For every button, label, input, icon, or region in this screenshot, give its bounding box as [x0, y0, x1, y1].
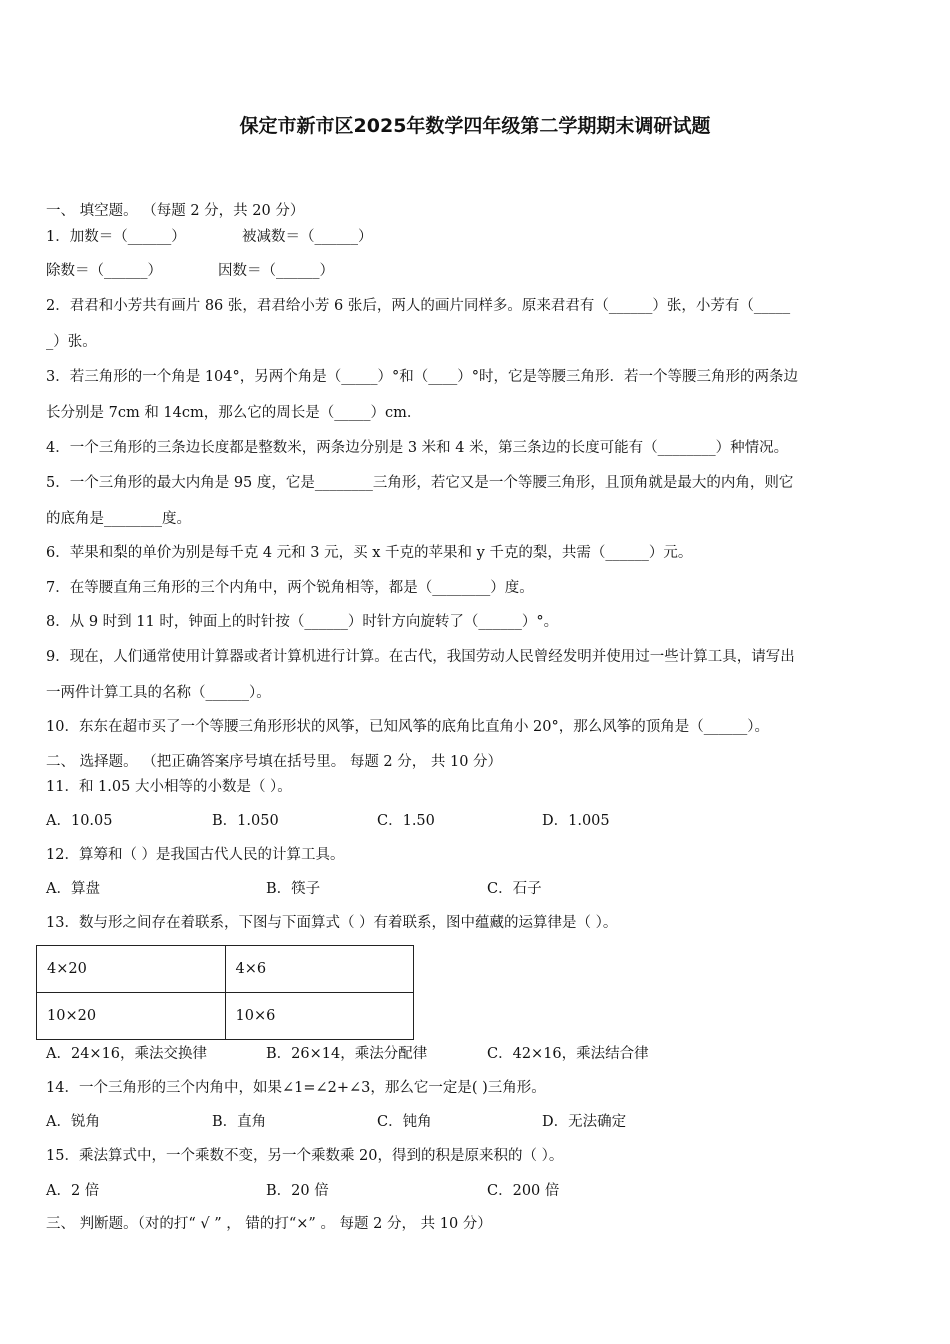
question-11-option-a: A．10.05	[46, 813, 113, 829]
question-14-option-c: C．钝角	[377, 1114, 432, 1130]
question-12-option-c: C．石子	[487, 881, 542, 897]
question-5-line-1: 5．一个三角形的最大内角是 95 度，它是________三角形，若它又是一个等腰三角形，且顶角就是最大的内角，则它	[46, 475, 794, 491]
table-cell: 10×6	[225, 993, 413, 1040]
question-8: 8．从 9 时到 11 时，钟面上的时针按（______）时针方向旋转了（______）°。	[46, 614, 559, 630]
question-3-line-1: 3．若三角形的一个角是 104°，另两个角是（_____）°和（____）°时，它是等腰三角形．若一个等腰三角形的两条边	[46, 369, 799, 385]
question-13-figure-table	[36, 945, 414, 1040]
question-14-option-b: B．直角	[212, 1114, 267, 1130]
question-13-option-b: B．26×14，乘法分配律	[266, 1046, 428, 1062]
table-cell: 10×20	[37, 993, 226, 1040]
question-4: 4．一个三角形的三条边长度都是整数米，两条边分别是 3 米和 4 米，第三条边的长度可能有（________）种情况。	[46, 440, 789, 456]
question-1-line-3: 除数＝（______）	[46, 263, 162, 279]
table-cell: 4×20	[37, 946, 226, 993]
question-15-option-c: C．200 倍	[487, 1183, 560, 1199]
question-10: 10．东东在超市买了一个等腰三角形形状的风筝，已知风筝的底角比直角小 20°，那么风筝的顶角是（______）。	[46, 719, 770, 735]
section-heading-3: 三、 判断题。（对的打“ √ ” ， 错的打“×” 。 每题 2 分， 共 10 分）	[46, 1216, 492, 1232]
question-11: 11．和 1.05 大小相等的小数是（ ）。	[46, 779, 292, 795]
question-11-option-b: B．1.050	[212, 813, 279, 829]
question-12-option-b: B．筷子	[266, 881, 321, 897]
question-15-option-b: B．20 倍	[266, 1183, 329, 1199]
question-9-line-2: 一两件计算工具的名称（______）。	[46, 685, 271, 701]
question-11-option-d: D．1.005	[542, 813, 610, 829]
question-1-line-4: 因数＝（______）	[218, 263, 334, 279]
table-cell: 4×6	[225, 946, 413, 993]
question-3-line-2: 长分别是 7cm 和 14cm，那么它的周长是（_____）cm．	[46, 405, 422, 421]
question-14: 14．一个三角形的三个内角中，如果∠1=∠2+∠3，那么它一定是( )三角形。	[46, 1080, 546, 1096]
question-2-line-2: _）张。	[46, 334, 97, 350]
question-7: 7．在等腰直角三角形的三个内角中，两个锐角相等，都是（________）度。	[46, 580, 534, 596]
question-15-option-a: A．2 倍	[46, 1183, 100, 1199]
question-13: 13．数与形之间存在着联系，下图与下面算式（ ）有着联系，图中蕴藏的运算律是（ ）。	[46, 915, 618, 931]
question-2-line-1: 2．君君和小芳共有画片 86 张，君君给小芳 6 张后，两人的画片同样多。原来君君有（______）张，小芳有（_____	[46, 298, 791, 314]
table-row	[37, 993, 414, 1040]
page-title: 保定市新市区2025年数学四年级第二学期期末调研试题	[239, 115, 711, 137]
question-12-option-a: A．算盘	[46, 881, 100, 897]
question-13-option-a: A．24×16，乘法交换律	[46, 1046, 208, 1062]
question-12: 12．算筹和（ ）是我国古代人民的计算工具。	[46, 847, 345, 863]
question-13-option-c: C．42×16，乘法结合律	[487, 1046, 649, 1062]
question-6: 6．苹果和梨的单价为别是每千克 4 元和 3 元，买 x 千克的苹果和 y 千克的梨，共需（______）元。	[46, 545, 693, 561]
question-1-line-1: 1．加数＝（______）	[46, 229, 186, 245]
question-15: 15．乘法算式中，一个乘数不变，另一个乘数乘 20，得到的积是原来积的（ ）。	[46, 1148, 564, 1164]
question-14-option-d: D．无法确定	[542, 1114, 627, 1130]
question-9-line-1: 9．现在，人们通常使用计算器或者计算机进行计算。在古代，我国劳动人民曾经发明并使用过一些计算工具，请写出	[46, 649, 795, 665]
section-heading-2: 二、 选择题。 （把正确答案序号填在括号里。 每题 2 分， 共 10 分）	[46, 754, 503, 770]
table-row	[37, 946, 414, 993]
question-14-option-a: A．锐角	[46, 1114, 100, 1130]
section-heading-1: 一、 填空题。 （每题 2 分，共 20 分）	[46, 203, 305, 219]
question-11-option-c: C．1.50	[377, 813, 435, 829]
question-5-line-2: 的底角是________度。	[46, 511, 191, 527]
question-1-line-2: 被减数＝（______）	[242, 229, 373, 245]
